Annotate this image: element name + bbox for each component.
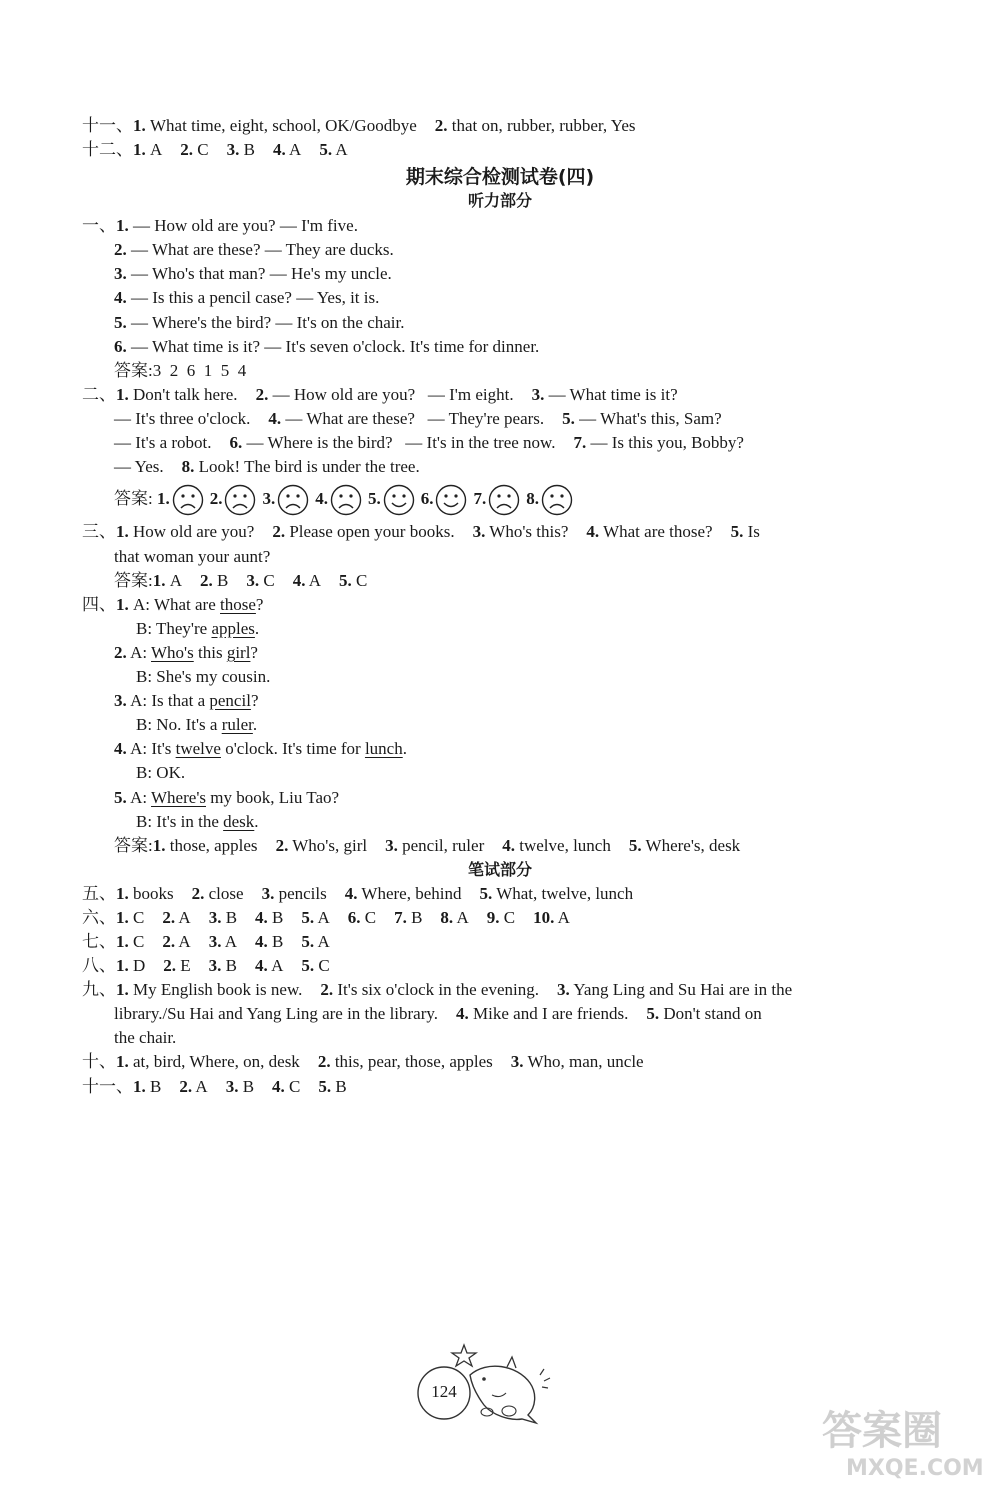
s4-d1-a: 四、1. A: What are those? <box>82 595 264 614</box>
watermark-url: MXQE.COM <box>846 1456 984 1481</box>
s2-line-1: 二、1. Don't talk here. 2. — How old are you? — I'm eight. 3. — What time is it? <box>82 385 678 404</box>
s2-line-4: — Yes. 8. Look! The bird is under the tree. <box>114 457 420 476</box>
face-number: 6. <box>420 489 434 508</box>
s4-d2-b: B: She's my cousin. <box>136 667 271 686</box>
s4-d4-b: B: OK. <box>136 763 186 782</box>
s9-line-3: the chair. <box>114 1028 177 1047</box>
face-number: 7. <box>473 489 487 508</box>
s4-d5-a: 5. A: Where's my book, Liu Tao? <box>114 788 340 807</box>
s4-d4-a: 4. A: It's twelve o'clock. It's time for lunch. <box>114 739 407 758</box>
face-number: 1. <box>156 489 170 508</box>
face-number: 8. <box>526 489 539 508</box>
writing-heading: 笔试部分 <box>467 860 532 879</box>
smiley-face-icon <box>435 484 467 516</box>
smiley-face-icon <box>383 484 415 516</box>
listening-heading: 听力部分 <box>467 191 532 210</box>
s10-line: 十、1. at, bird, Where, on, desk 2. this, pear, those, apples 3. Who, man, uncle <box>82 1052 644 1071</box>
s4-d2-a: 2. A: Who's this girl? <box>114 643 258 662</box>
sad-face-icon <box>224 484 256 516</box>
face-number: 2. <box>209 489 223 508</box>
face-number: 3. <box>262 489 276 508</box>
s1-line-4: 4. — Is this a pencil case? — Yes, it is. <box>114 288 380 307</box>
s6-line: 六、1. C 2. A 3. B 4. B 5. A 6. C 7. B 8. A 9. C 10. A <box>82 908 570 927</box>
page-title: 期末综合检测试卷(四) <box>405 166 595 188</box>
s2-answer-faces: 答案: 1. 2. 3. 4. 5. 6. 7. 8. <box>114 482 579 516</box>
s4-d3-a: 3. A: Is that a pencil? <box>114 691 259 710</box>
s1-line-5: 5. — Where's the bird? — It's on the chair. <box>114 313 405 332</box>
s3-line-2: that woman your aunt? <box>114 547 271 566</box>
s3-answer: 答案:1. A 2. B 3. C 4. A 5. C <box>114 571 368 590</box>
s8-line: 八、1. D 2. E 3. B 4. A 5. C <box>82 956 330 975</box>
s4-answer: 答案:1. those, apples 2. Who's, girl 3. pencil, ruler 4. twelve, lunch 5. Where's, desk <box>114 836 741 855</box>
s4-d3-b: B: No. It's a ruler. <box>136 715 258 734</box>
s7-line: 七、1. C 2. A 3. A 4. B 5. A <box>82 932 330 951</box>
s1-line-6: 6. — What time is it? — It's seven o'clock. It's time for dinner. <box>114 337 540 356</box>
page-number-badge <box>412 1335 562 1430</box>
s4-d5-b: B: It's in the desk. <box>136 812 259 831</box>
sad-face-icon <box>172 484 204 516</box>
s2-line-3: — It's a robot. 6. — Where is the bird? — It's in the tree now. 7. — Is this you, Bobby? <box>114 433 744 452</box>
watermark-logo: 答案圈 <box>822 1408 942 1454</box>
s2-line-2: — It's three o'clock. 4. — What are these? — They're pears. 5. — What's this, Sam? <box>114 409 722 428</box>
s1-line-3: 3. — Who's that man? — He's my uncle. <box>114 264 392 283</box>
s9-line-2: library./Su Hai and Yang Ling are in the library. 4. Mike and I are friends. 5. Don't stand on <box>114 1004 762 1023</box>
s1-answer: 答案:3 2 6 1 5 4 <box>114 361 247 380</box>
s11-line: 十一、1. B 2. A 3. B 4. C 5. B <box>82 1077 347 1096</box>
sad-face-icon <box>541 484 573 516</box>
sad-face-icon <box>488 484 520 516</box>
s3-line-1: 三、1. How old are you? 2. Please open your books. 3. Who's this? 4. What are those? 5. Is <box>82 522 760 541</box>
page-number: 124 <box>431 1382 457 1401</box>
s1-line-2: 2. — What are these? — They are ducks. <box>114 240 394 259</box>
sad-face-icon <box>277 484 309 516</box>
s1-line-1: 一、1. — How old are you? — I'm five. <box>82 216 358 235</box>
face-number: 5. <box>367 489 381 508</box>
sad-face-icon <box>330 484 362 516</box>
s4-d1-b: B: They're apples. <box>136 619 260 638</box>
s5-line: 五、1. books 2. close 3. pencils 4. Where, behind 5. What, twelve, lunch <box>82 884 634 903</box>
s9-line-1: 九、1. My English book is new. 2. It's six o'clock in the evening. 3. Yang Ling and Su Hai are in the <box>82 980 793 999</box>
section-11-carryover: 十一、1. What time, eight, school, OK/Goodbye 2. that on, rubber, rubber, Yes <box>82 116 636 135</box>
face-number: 4. <box>315 489 328 508</box>
section-12-carryover: 十二、1. A 2. C 3. B 4. A 5. A <box>82 140 348 159</box>
